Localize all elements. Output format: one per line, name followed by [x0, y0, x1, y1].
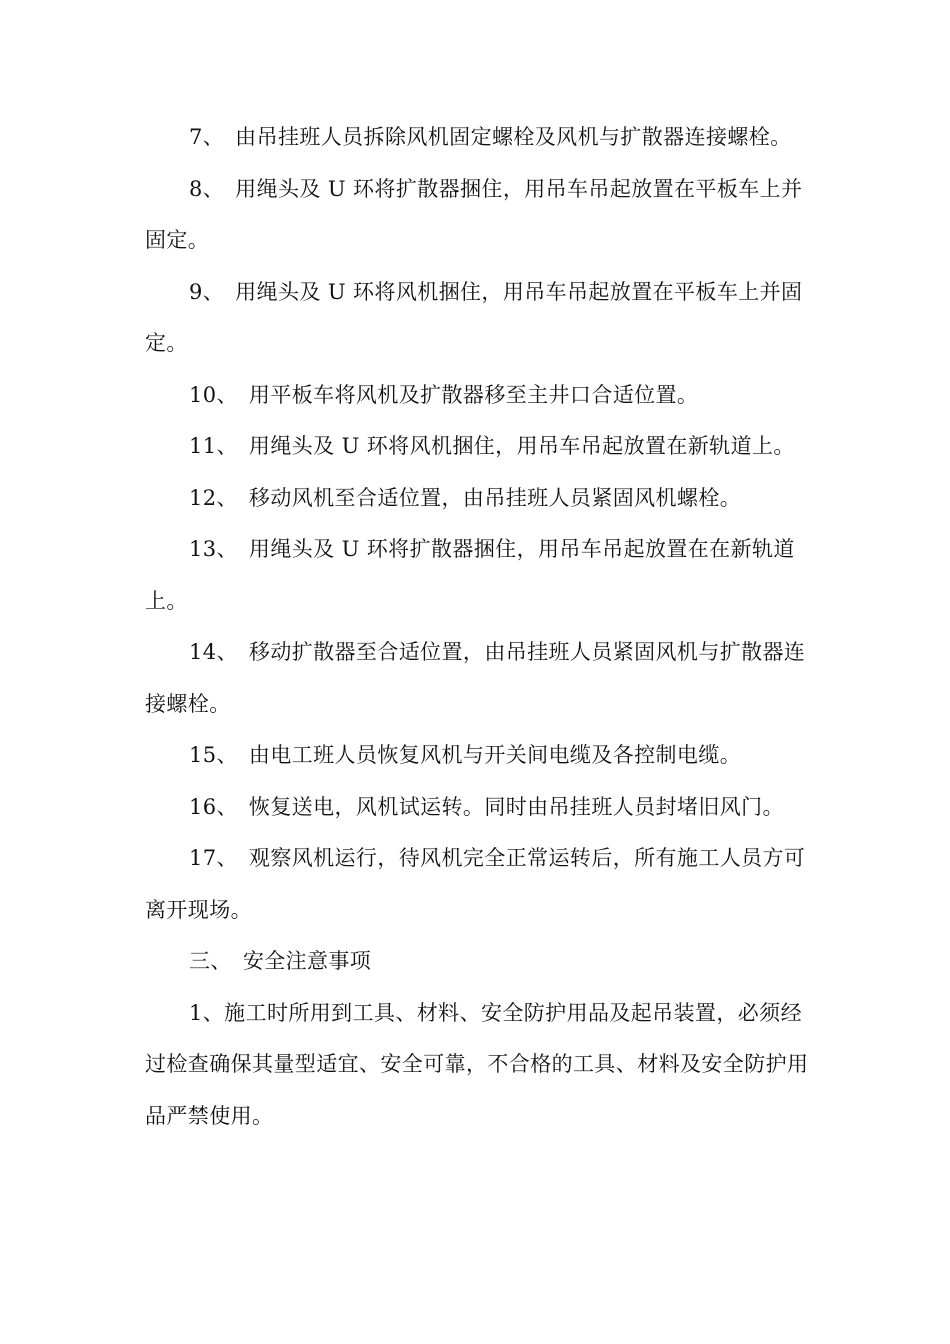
section-heading: [145, 936, 810, 988]
step-text: 用平板车将风机及扩散器移至主井口合适位置。: [248, 382, 699, 407]
step-text: 移动扩散器至合适位置，由吊挂班人员紧固风机与扩散器连接螺栓。: [145, 640, 806, 716]
document-body: [145, 112, 810, 1142]
item-number: 1、: [189, 1000, 225, 1025]
step-text: 观察风机运行，待风机完全正常运转后，所有施工人员方可离开现场。: [145, 846, 806, 922]
step-number: 12、: [189, 485, 238, 510]
step-text: 移动风机至合适位置，由吊挂班人员紧固风机螺栓。: [248, 485, 742, 510]
step-9: [145, 267, 810, 370]
section-number: 三、: [189, 949, 232, 973]
step-number: 8、: [189, 176, 225, 201]
step-text: 恢复送电，风机试运转。同时由吊挂班人员封堵旧风门。: [248, 794, 784, 819]
step-13: [145, 524, 810, 627]
step-17: [145, 833, 810, 936]
step-number: 16、: [189, 794, 238, 819]
step-number: 15、: [189, 743, 238, 767]
step-text: 用绳头及 U 环将风机捆住，用吊车吊起放置在新轨道上。: [248, 434, 795, 458]
item-text: 施工时所用到工具、材料、安全防护用品及起吊装置，必须经过检查确保其量型适宜、安全可靠，不合格的工具、材料及安全防护用品严禁使用。: [145, 1000, 809, 1128]
safety-item-1: [145, 988, 810, 1143]
step-number: 9、: [189, 279, 225, 304]
step-text: 用绳头及 U 环将扩散器捆住，用吊车吊起放置在平板车上并固定。: [145, 176, 803, 252]
step-text: 由电工班人员恢复风机与开关间电缆及各控制电缆。: [248, 743, 742, 767]
step-10: [145, 370, 810, 422]
section-title: 安全注意事项: [242, 949, 372, 973]
step-text: 由吊挂班人员拆除风机固定螺栓及风机与扩散器连接螺栓。: [235, 125, 792, 149]
step-11: [145, 421, 810, 473]
step-text: 用绳头及 U 环将扩散器捆住，用吊车吊起放置在在新轨道上。: [145, 537, 795, 613]
step-number: 14、: [189, 640, 238, 664]
step-number: 10、: [189, 382, 238, 407]
step-number: 7、: [189, 125, 225, 149]
step-16: [145, 782, 810, 834]
step-number: 11、: [189, 434, 238, 458]
step-number: 17、: [189, 846, 238, 870]
step-number: 13、: [189, 537, 238, 561]
step-12: [145, 473, 810, 525]
step-15: [145, 730, 810, 782]
step-text: 用绳头及 U 环将风机捆住，用吊车吊起放置在平板车上并固定。: [145, 279, 803, 355]
step-8: [145, 164, 810, 267]
step-14: [145, 627, 810, 730]
step-7: [145, 112, 810, 164]
